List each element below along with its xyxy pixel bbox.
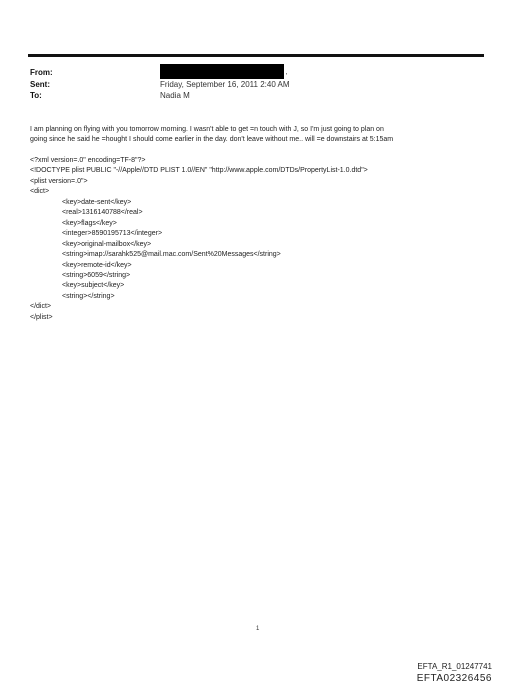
plist-line: <plist version=.0"> [30, 177, 88, 185]
plist-line: <!DOCTYPE plist PUBLIC "-//Apple//DTD PLIST 1.0//EN" "http://www.apple.com/DTDs/PropertyList-1.0.dtd"> [30, 167, 368, 175]
plist-line: <key>subject</key> [62, 282, 125, 290]
plist-line: <string>6059</string> [62, 271, 131, 279]
bates-number-primary: EFTA_R1_01247741 [417, 662, 492, 671]
to-value: Nadia M [160, 91, 190, 100]
header-divider [28, 54, 484, 57]
bates-number-secondary: EFTA02326456 [416, 673, 492, 684]
plist-line: <string>imap://sarahk525@mail.mac.com/Sent%20Messages</string> [62, 251, 281, 259]
to-label: To: [30, 91, 42, 100]
plist-line: </plist> [30, 313, 53, 321]
page-number: 1 [256, 626, 260, 632]
sent-label: Sent: [30, 80, 50, 89]
plist-line: <string></string> [62, 292, 115, 300]
plist-line: </dict> [30, 303, 52, 311]
plist-block [30, 156, 368, 323]
plist-line: <key>flags</key> [62, 219, 117, 227]
body-line: I am planning on flying with you tomorrow morning. I wasn't able to get =n touch with J, so I'm just going to plan on [30, 126, 384, 133]
body-line: going since he said he =hought I should come earlier in the day. don't leave without me.. will =e downstairs at 5:15am [30, 136, 394, 143]
plist-line: <key>date-sent</key> [62, 198, 132, 206]
plist-line: <real>1316140788</real> [62, 209, 143, 217]
plist-line: <dict> [30, 188, 50, 196]
plist-line: <?xml version=.0" encoding=TF-8"?> [30, 157, 146, 164]
plist-line: <integer>8590195713</integer> [62, 230, 163, 238]
plist-line: <key>remote-id</key> [62, 261, 132, 269]
from-label: From: [30, 68, 53, 77]
email-body [30, 125, 490, 145]
redaction-box [160, 64, 284, 79]
redaction-tail: ' [286, 73, 288, 80]
sent-value: Friday, September 16, 2011 2:40 AM [160, 80, 290, 89]
plist-line: <key>original-mailbox</key> [62, 240, 152, 248]
